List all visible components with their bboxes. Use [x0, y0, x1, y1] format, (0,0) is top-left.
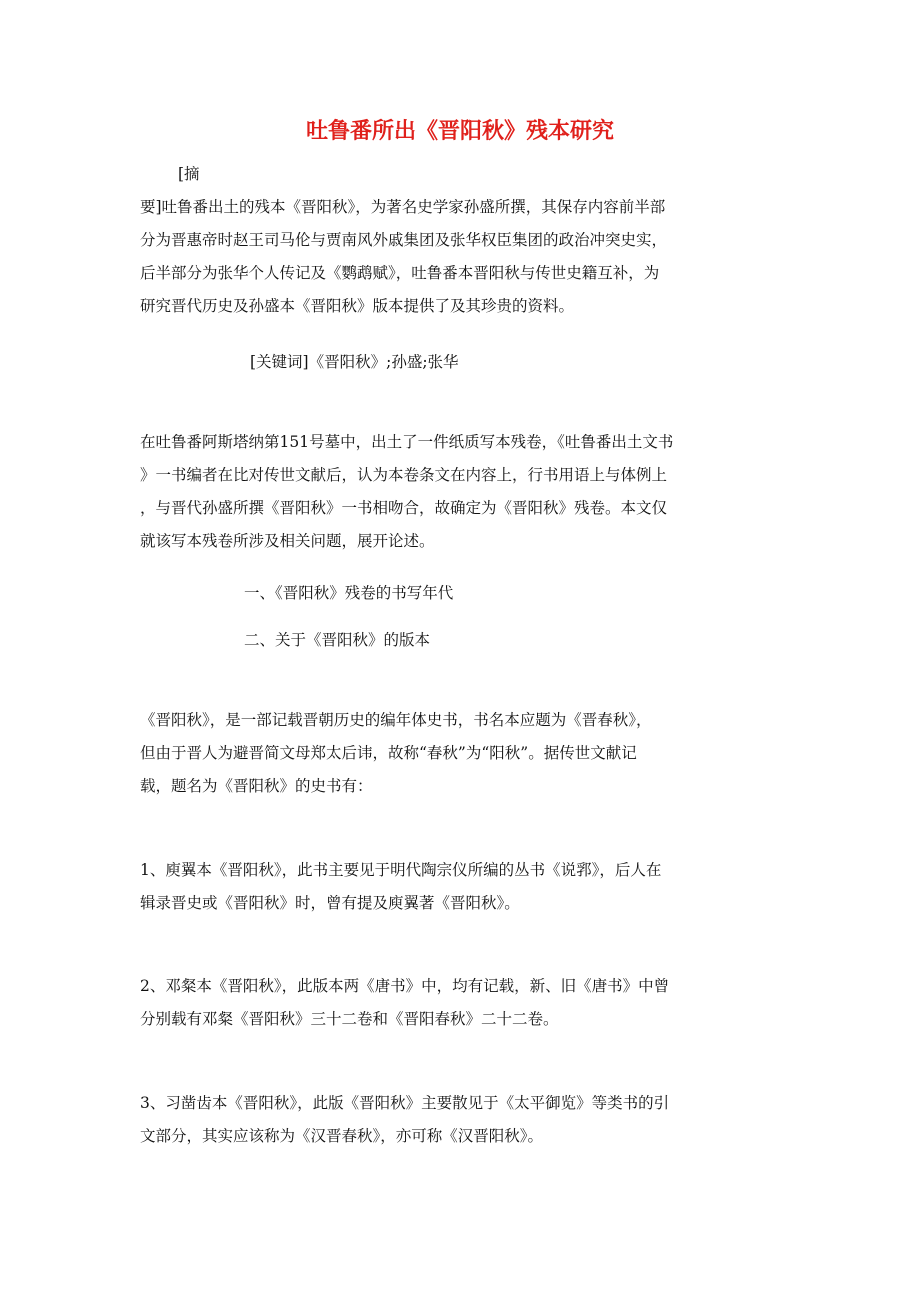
keywords-paragraph [140, 346, 780, 379]
versions-line: 但由于晋人为避晋简文母郑太后讳，故称“春秋”为“阳秋”。据传世文献记 [140, 744, 637, 762]
list-item-line: 3、习凿齿本《晋阳秋》，此版《晋阳秋》主要散见于《太平御览》等类书的引 [140, 1094, 670, 1112]
abstract-line: 要]吐鲁番出土的残本《晋阳秋》，为著名史学家孙盛所撰，其保存内容前半部 [140, 198, 666, 216]
intro-line: 》一书编者在比对传世文献后，认为本卷条文在内容上，行书用语上与体例上 [140, 466, 668, 484]
list-item-line: 分别载有邓粲《晋阳秋》三十二卷和《晋阳春秋》二十二卷。 [140, 1010, 559, 1028]
section-heading-2 [140, 624, 780, 657]
intro-line: 就该写本残卷所涉及相关问题，展开论述。 [140, 532, 435, 550]
versions-line: 载，题名为《晋阳秋》的史书有： [140, 777, 373, 795]
versions-paragraph [140, 704, 780, 803]
keywords-line: [关键词]《晋阳秋》;孙盛;张华 [250, 353, 459, 371]
abstract-line: [摘 [178, 165, 200, 183]
intro-paragraph [140, 426, 780, 558]
abstract-paragraph [140, 158, 780, 323]
list-item-line: 2、邓粲本《晋阳秋》，此版本两《唐书》中，均有记载，新、旧《唐书》中曾 [140, 977, 670, 995]
abstract-line: 后半部分为张华个人传记及《鹦鹉赋》，吐鲁番本晋阳秋与传世史籍互补，为 [140, 264, 660, 282]
intro-line: 在吐鲁番阿斯塔纳第151号墓中，出土了一件纸质写本残卷，《吐鲁番出土文书 [140, 433, 674, 451]
abstract-line: 分为晋惠帝时赵王司马伦与贾南风外戚集团及张华权臣集团的政治冲突史实， [140, 231, 668, 249]
versions-line: 《晋阳秋》，是一部记载晋朝历史的编年体史书，书名本应题为《晋春秋》， [140, 711, 652, 729]
section-heading-text: 一、《晋阳秋》残卷的书写年代 [244, 584, 454, 602]
list-item-line: 辑录晋史或《晋阳秋》时，曾有提及庾翼著《晋阳秋》。 [140, 894, 520, 912]
list-item-1 [140, 854, 780, 920]
list-item-line: 1、庾翼本《晋阳秋》，此书主要见于明代陶宗仪所编的丛书《说郛》，后人在 [140, 861, 662, 879]
section-heading-text: 二、关于《晋阳秋》的版本 [244, 631, 431, 649]
list-item-line: 文部分，其实应该称为《汉晋春秋》，亦可称《汉晋阳秋》。 [140, 1127, 544, 1145]
document-title: 吐鲁番所出《晋阳秋》残本研究 [305, 119, 614, 144]
list-item-3 [140, 1087, 780, 1153]
abstract-line: 研究晋代历史及孙盛本《晋阳秋》版本提供了及其珍贵的资料。 [140, 297, 575, 315]
list-item-2 [140, 970, 780, 1036]
intro-line: ，与晋代孙盛所撰《晋阳秋》一书相吻合，故确定为《晋阳秋》残卷。本文仅 [140, 499, 668, 517]
section-heading-1 [140, 577, 780, 610]
